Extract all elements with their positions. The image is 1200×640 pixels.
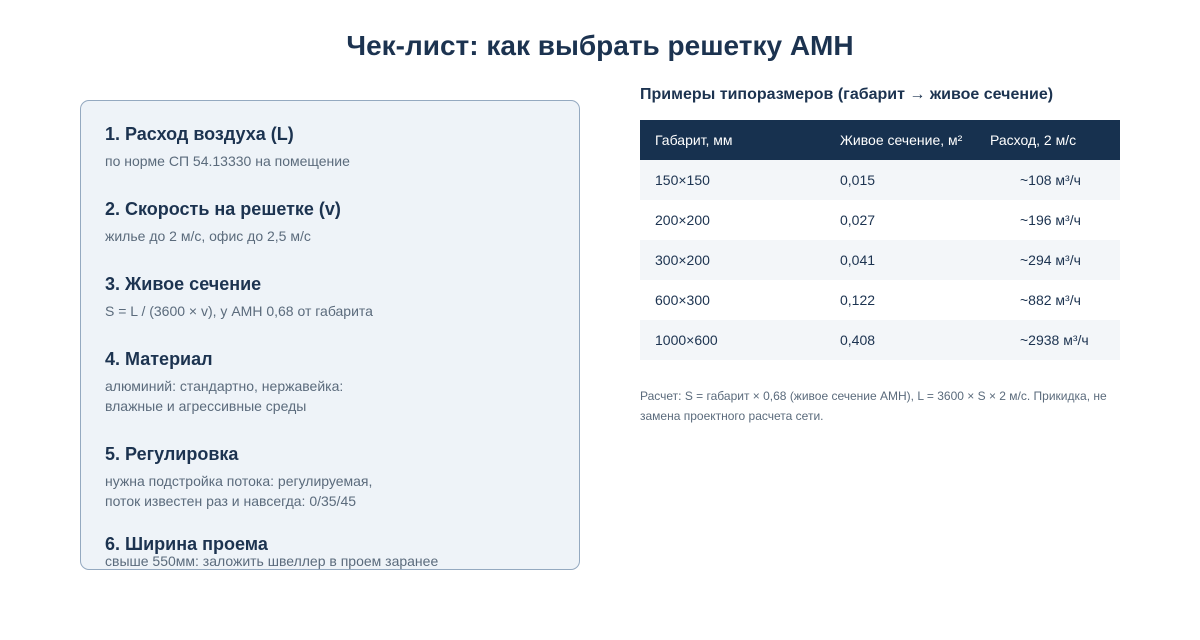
cell-size: 300×200 xyxy=(655,252,710,268)
checklist-item xyxy=(105,443,565,511)
cell-size: 600×300 xyxy=(655,292,710,308)
cell-flow: ~2938 м³/ч xyxy=(1020,332,1089,348)
table-row xyxy=(640,160,1120,200)
table-row xyxy=(640,320,1120,360)
cell-free-area: 0,122 xyxy=(840,292,876,308)
cell-free-area: 0,027 xyxy=(840,212,876,228)
checklist-item xyxy=(105,533,565,571)
checklist-item-title: 1. Расход воздуха (L) xyxy=(105,124,294,144)
table-row xyxy=(640,240,1120,280)
checklist-item-desc: S = L / (3600 × v), у АМН 0,68 от габарита xyxy=(105,303,373,319)
checklist-card xyxy=(80,100,580,570)
column-header-free-area: Живое сечение, м² xyxy=(840,132,963,148)
sizes-table xyxy=(640,120,1120,360)
column-header-flow: Расход, 2 м/с xyxy=(990,132,1077,148)
checklist-item-title: 3. Живое сечение xyxy=(105,274,262,294)
checklist-item xyxy=(105,198,565,246)
checklist-item-desc: по норме СП 54.13330 на помещение xyxy=(105,153,350,169)
checklist-item-title: 4. Материал xyxy=(105,349,213,369)
calculation-note: Расчет: S = габарит × 0,68 (живое сечение АМН), L = 3600 × S × 2 м/с. Прикидка, не замена проектного расчета сети. xyxy=(640,389,1107,423)
checklist-item-desc: свыше 550мм: заложить швеллер в проем заранее xyxy=(105,553,439,569)
page-title: Чек-лист: как выбрать решетку АМН xyxy=(346,30,854,61)
checklist-item xyxy=(105,348,565,416)
checklist-item-title: 2. Скорость на решетке (v) xyxy=(105,199,341,219)
cell-size: 200×200 xyxy=(655,212,710,228)
table-header-row xyxy=(640,120,1120,160)
cell-flow: ~294 м³/ч xyxy=(1020,252,1081,268)
column-header-size: Габарит, мм xyxy=(655,132,733,148)
checklist-item-desc: жилье до 2 м/с, офис до 2,5 м/с xyxy=(105,228,311,244)
table-row xyxy=(640,280,1120,320)
cell-size: 1000×600 xyxy=(655,332,718,348)
cell-size: 150×150 xyxy=(655,172,710,188)
checklist-item-desc: алюминий: стандартно, нержавейка: влажные и агрессивные среды xyxy=(105,378,344,414)
table-heading: Примеры типоразмеров (габарит → живое сечение) xyxy=(640,86,1054,103)
checklist-item-title: 6. Ширина проема xyxy=(105,534,268,554)
cell-flow: ~196 м³/ч xyxy=(1020,212,1081,228)
cell-free-area: 0,408 xyxy=(840,332,876,348)
cell-free-area: 0,015 xyxy=(840,172,876,188)
checklist-item xyxy=(105,123,565,171)
table-row xyxy=(640,200,1120,240)
cell-flow: ~108 м³/ч xyxy=(1020,172,1081,188)
checklist-item xyxy=(105,273,565,321)
cell-flow: ~882 м³/ч xyxy=(1020,292,1081,308)
checklist-item-desc: нужна подстройка потока: регулируемая, поток известен раз и навсегда: 0/35/45 xyxy=(105,473,373,509)
checklist-item-title: 5. Регулировка xyxy=(105,444,239,464)
cell-free-area: 0,041 xyxy=(840,252,876,268)
